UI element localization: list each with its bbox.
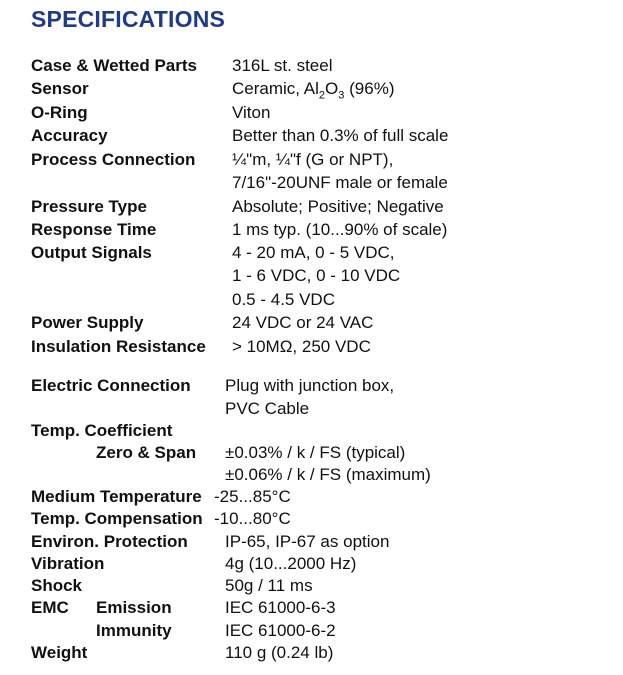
spec-label-pressure-type: Pressure Type: [31, 197, 147, 216]
spec-label-medium-temperature: Medium Temperature: [31, 487, 202, 506]
spec-label-electric-connection: Electric Connection: [31, 376, 191, 395]
spec-value-medium-temperature: -25...85°C: [214, 487, 291, 506]
spec-label-power-supply: Power Supply: [31, 313, 144, 332]
spec-value-process-connection: ¼"m, ¼"f (G or NPT),: [232, 150, 394, 169]
spec-label-environ-protection: Environ. Protection: [31, 532, 188, 551]
spec-value-power-supply: 24 VDC or 24 VAC: [232, 313, 374, 332]
spec-value-pressure-type: Absolute; Positive; Negative: [232, 197, 444, 216]
spec-label-process-connection: Process Connection: [31, 150, 196, 169]
spec-label-temp-compensation: Temp. Compensation: [31, 509, 203, 528]
spec-label-sensor: Sensor: [31, 79, 89, 98]
spec-value-output-signals: 4 - 20 mA, 0 - 5 VDC,: [232, 243, 395, 262]
spec-label-emission: Emission: [96, 598, 172, 617]
spec-label-oring: O-Ring: [31, 103, 88, 122]
spec-value-accuracy: Better than 0.3% of full scale: [232, 126, 449, 145]
spec-label-accuracy: Accuracy: [31, 126, 108, 145]
spec-value-insulation-resistance: > 10MΩ, 250 VDC: [232, 337, 371, 356]
spec-value-temp-compensation: -10...80°C: [214, 509, 291, 528]
spec-label-case: Case & Wetted Parts: [31, 56, 197, 75]
spec-label-vibration: Vibration: [31, 554, 105, 573]
spec-label-immunity: Immunity: [96, 621, 172, 640]
spec-label-emc: EMC: [31, 598, 69, 617]
spec-value-case: 316L st. steel: [232, 56, 333, 75]
spec-label-temp-coefficient: Temp. Coefficient: [31, 421, 173, 440]
spec-value-electric-connection-2: PVC Cable: [225, 399, 310, 418]
spec-value-sensor: Ceramic, $Al_2O_3$ (96%): [232, 79, 395, 102]
spec-value-output-signals-3: 0.5 - 4.5 VDC: [232, 290, 335, 309]
spec-value-response-time: 1 ms typ. (10...90% of scale): [232, 220, 448, 239]
spec-value-environ-protection: IP-65, IP-67 as option: [225, 532, 390, 551]
spec-value-zero-span-2: ±0.06% / k / FS (maximum): [225, 465, 431, 484]
spec-value-oring: Viton: [232, 103, 271, 122]
spec-label-output-signals: Output Signals: [31, 243, 152, 262]
spec-value-process-connection-2: 7/16"-20UNF male or female: [232, 173, 448, 192]
spec-value-weight: 110 g (0.24 lb): [225, 643, 334, 662]
spec-label-weight: Weight: [31, 643, 88, 662]
spec-label-zero-span: Zero & Span: [96, 443, 197, 462]
spec-label-response-time: Response Time: [31, 220, 157, 239]
spec-value-zero-span: ±0.03% / k / FS (typical): [225, 443, 406, 462]
spec-value-emission: IEC 61000-6-3: [225, 598, 336, 617]
spec-value-electric-connection: Plug with junction box,: [225, 376, 395, 395]
page-title: SPECIFICATIONS: [31, 6, 226, 32]
spec-value-vibration: 4g (10...2000 Hz): [225, 554, 357, 573]
spec-label-shock: Shock: [31, 576, 83, 595]
spec-label-insulation-resistance: Insulation Resistance: [31, 337, 206, 356]
spec-value-shock: 50g / 11 ms: [225, 576, 313, 595]
spec-value-immunity: IEC 61000-6-2: [225, 621, 336, 640]
spec-value-output-signals-2: 1 - 6 VDC, 0 - 10 VDC: [232, 266, 401, 285]
